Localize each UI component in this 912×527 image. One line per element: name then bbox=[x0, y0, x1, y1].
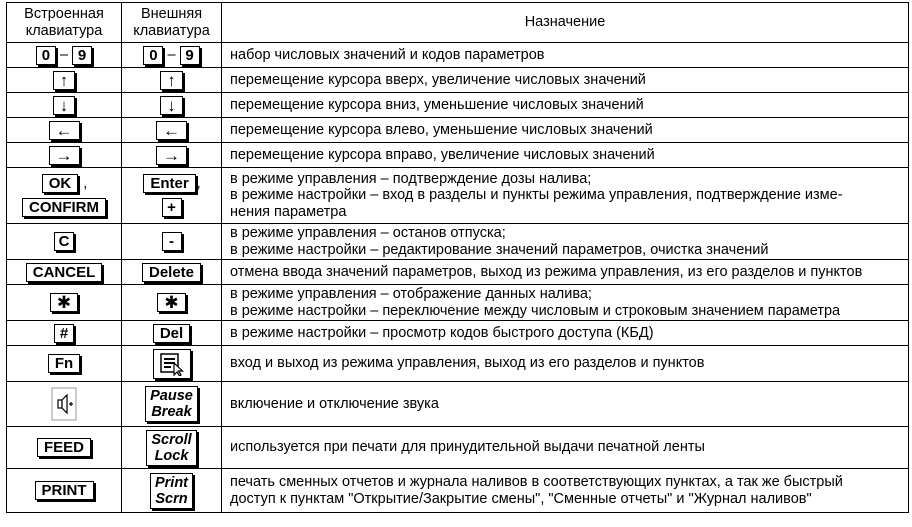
scroll-label: Scroll bbox=[151, 431, 192, 448]
purpose-cell bbox=[222, 285, 909, 321]
purpose-cell bbox=[222, 68, 909, 93]
menu-cursor-icon-svg bbox=[159, 352, 185, 376]
external-keys-cell bbox=[122, 43, 222, 68]
builtin-keys-cell bbox=[7, 285, 122, 321]
header-external-keyboard bbox=[122, 3, 222, 43]
pause-label: Pause bbox=[150, 388, 193, 404]
builtin-keys-cell bbox=[7, 68, 122, 93]
purpose-cell bbox=[222, 43, 909, 68]
header-purpose: Назначение bbox=[222, 3, 909, 43]
external-keys-cell bbox=[122, 168, 222, 224]
header-external-line1: Внешняя bbox=[140, 6, 203, 22]
builtin-keys-cell bbox=[7, 382, 122, 427]
table-row bbox=[7, 260, 909, 285]
builtin-keys-cell bbox=[7, 118, 122, 143]
ok-key: OK bbox=[42, 174, 79, 193]
lock-label: Lock bbox=[154, 447, 189, 464]
asterisk-key: ✱ bbox=[50, 293, 78, 312]
table-row bbox=[7, 469, 909, 513]
table-row bbox=[7, 118, 909, 143]
purpose-text: в режиме настройки – переключение между числовым и строковым значением параметра bbox=[230, 302, 841, 319]
range-dash: – bbox=[59, 46, 69, 63]
key-9: 9 bbox=[180, 46, 200, 65]
purpose-cell bbox=[222, 224, 909, 260]
c-key: C bbox=[54, 232, 75, 251]
purpose-text: в режиме настройки – просмотр кодов быстрого доступа (КБД) bbox=[230, 324, 654, 341]
break-label: Break bbox=[151, 404, 192, 420]
ok-key-line bbox=[21, 174, 107, 193]
enter-key-line bbox=[142, 174, 200, 193]
builtin-keys-cell bbox=[7, 321, 122, 346]
arrow-down-key: ↓ bbox=[53, 96, 76, 115]
builtin-keys-cell bbox=[7, 43, 122, 68]
purpose-text: перемещение курсора вверх, увеличение числовых значений bbox=[230, 71, 646, 88]
table-row bbox=[7, 382, 909, 427]
key-0: 0 bbox=[143, 46, 163, 65]
purpose-text: вход и выход из режима управления, выход из его разделов и пунктов bbox=[230, 355, 705, 372]
asterisk-key: ✱ bbox=[157, 293, 185, 312]
purpose-text: в режиме настройки – редактирование значений параметров, очистка значений bbox=[230, 241, 769, 258]
purpose-text: перемещение курсора влево, уменьшение числовых значений bbox=[230, 121, 653, 138]
table-row bbox=[7, 168, 909, 224]
purpose-cell bbox=[222, 118, 909, 143]
purpose-text: используется при печати для принудительной выдачи печатной ленты bbox=[230, 439, 705, 456]
comma: , bbox=[196, 175, 201, 192]
purpose-cell bbox=[222, 382, 909, 427]
external-keys-cell bbox=[122, 469, 222, 513]
scroll-lock-key bbox=[146, 430, 196, 466]
external-keys-cell bbox=[122, 93, 222, 118]
external-keys-cell bbox=[122, 260, 222, 285]
table-row bbox=[7, 285, 909, 321]
builtin-keys-cell bbox=[7, 224, 122, 260]
purpose-text: нения параметра bbox=[230, 203, 347, 220]
arrow-right-key: → bbox=[49, 146, 80, 165]
purpose-cell bbox=[222, 346, 909, 382]
purpose-cell bbox=[222, 469, 909, 513]
plus-key-line bbox=[142, 198, 200, 217]
table-row bbox=[7, 143, 909, 168]
arrow-left-key: ← bbox=[156, 121, 187, 140]
fn-key: Fn bbox=[48, 354, 80, 373]
builtin-keys-cell bbox=[7, 346, 122, 382]
arrow-down-key: ↓ bbox=[160, 96, 183, 115]
builtin-keys-cell bbox=[7, 260, 122, 285]
comma: , bbox=[83, 175, 88, 192]
purpose-text: в режиме управления – отображение данных налива; bbox=[230, 286, 592, 302]
table-row bbox=[7, 321, 909, 346]
table-row bbox=[7, 68, 909, 93]
builtin-keys-cell bbox=[7, 427, 122, 469]
builtin-keys-cell bbox=[7, 93, 122, 118]
purpose-cell bbox=[222, 427, 909, 469]
external-key-stack bbox=[142, 174, 200, 217]
menu-cursor-icon bbox=[153, 349, 191, 379]
scrn-label: Scrn bbox=[155, 490, 188, 507]
purpose-text: перемещение курсора вправо, увеличение числовых значений bbox=[230, 146, 655, 163]
purpose-text: включение и отключение звука bbox=[230, 395, 439, 412]
purpose-cell bbox=[222, 260, 909, 285]
header-builtin-line2: клавиатура bbox=[25, 22, 103, 39]
external-keys-cell bbox=[122, 285, 222, 321]
table-row bbox=[7, 427, 909, 469]
external-keys-cell bbox=[122, 118, 222, 143]
header-builtin-keyboard bbox=[7, 3, 122, 43]
purpose-text: перемещение курсора вниз, уменьшение числовых значений bbox=[230, 96, 644, 113]
external-keys-cell bbox=[122, 68, 222, 93]
external-keys-cell bbox=[122, 346, 222, 382]
purpose-text: доступ к пунктам "Открытие/Закрытие смены", "Сменные отчеты" и "Журнал наливов" bbox=[230, 490, 812, 507]
speaker-icon bbox=[51, 387, 77, 421]
builtin-keys-cell bbox=[7, 143, 122, 168]
delete-key: Delete bbox=[142, 263, 201, 282]
arrow-up-key: ↑ bbox=[53, 71, 76, 90]
arrow-left-key: ← bbox=[49, 121, 80, 140]
hash-key: # bbox=[54, 324, 74, 343]
purpose-text: отмена ввода значений параметров, выход из режима управления, из его разделов и пунктов bbox=[230, 263, 863, 280]
purpose-text: в режиме настройки – вход в разделы и пункты режима управления, подтверждение изме- bbox=[230, 187, 843, 204]
cancel-key: CANCEL bbox=[26, 263, 103, 282]
key-0: 0 bbox=[36, 46, 56, 65]
key-9: 9 bbox=[72, 46, 92, 65]
builtin-keys-cell bbox=[7, 469, 122, 513]
external-keys-cell bbox=[122, 382, 222, 427]
del-key: Del bbox=[153, 324, 190, 343]
confirm-key: CONFIRM bbox=[22, 198, 106, 217]
header-builtin-line1: Встроенная bbox=[24, 6, 104, 22]
purpose-cell bbox=[222, 168, 909, 224]
print-key: PRINT bbox=[35, 481, 94, 500]
minus-key: - bbox=[162, 232, 182, 251]
table-row bbox=[7, 93, 909, 118]
external-keys-cell bbox=[122, 224, 222, 260]
arrow-right-key: → bbox=[156, 146, 187, 165]
table-row bbox=[7, 346, 909, 382]
purpose-text: в режиме управления – останов отпуска; bbox=[230, 225, 506, 241]
builtin-key-stack bbox=[21, 174, 107, 217]
purpose-text: набор числовых значений и кодов параметров bbox=[230, 46, 545, 63]
enter-key: Enter bbox=[143, 174, 195, 193]
header-external-line2: клавиатура bbox=[133, 22, 210, 39]
arrow-up-key: ↑ bbox=[160, 71, 183, 90]
pause-break-key bbox=[145, 386, 198, 422]
table-row bbox=[7, 224, 909, 260]
table-header-row bbox=[7, 3, 909, 43]
external-keys-cell bbox=[122, 427, 222, 469]
feed-key: FEED bbox=[37, 438, 91, 457]
external-keys-cell bbox=[122, 321, 222, 346]
key-assignment-table bbox=[6, 2, 909, 513]
purpose-cell bbox=[222, 93, 909, 118]
range-dash: – bbox=[167, 46, 176, 63]
purpose-cell bbox=[222, 143, 909, 168]
builtin-keys-cell bbox=[7, 168, 122, 224]
plus-key: + bbox=[162, 198, 182, 217]
confirm-key-line bbox=[21, 198, 107, 217]
print-label: Print bbox=[154, 474, 189, 491]
purpose-text: в режиме управления – подтверждение дозы налива; bbox=[230, 170, 592, 187]
purpose-text: печать сменных отчетов и журнала наливов в соответствующих пунктах, а так же быстрый bbox=[230, 474, 843, 490]
table-row bbox=[7, 43, 909, 68]
purpose-cell bbox=[222, 321, 909, 346]
external-keys-cell bbox=[122, 143, 222, 168]
print-screen-key bbox=[150, 473, 193, 509]
